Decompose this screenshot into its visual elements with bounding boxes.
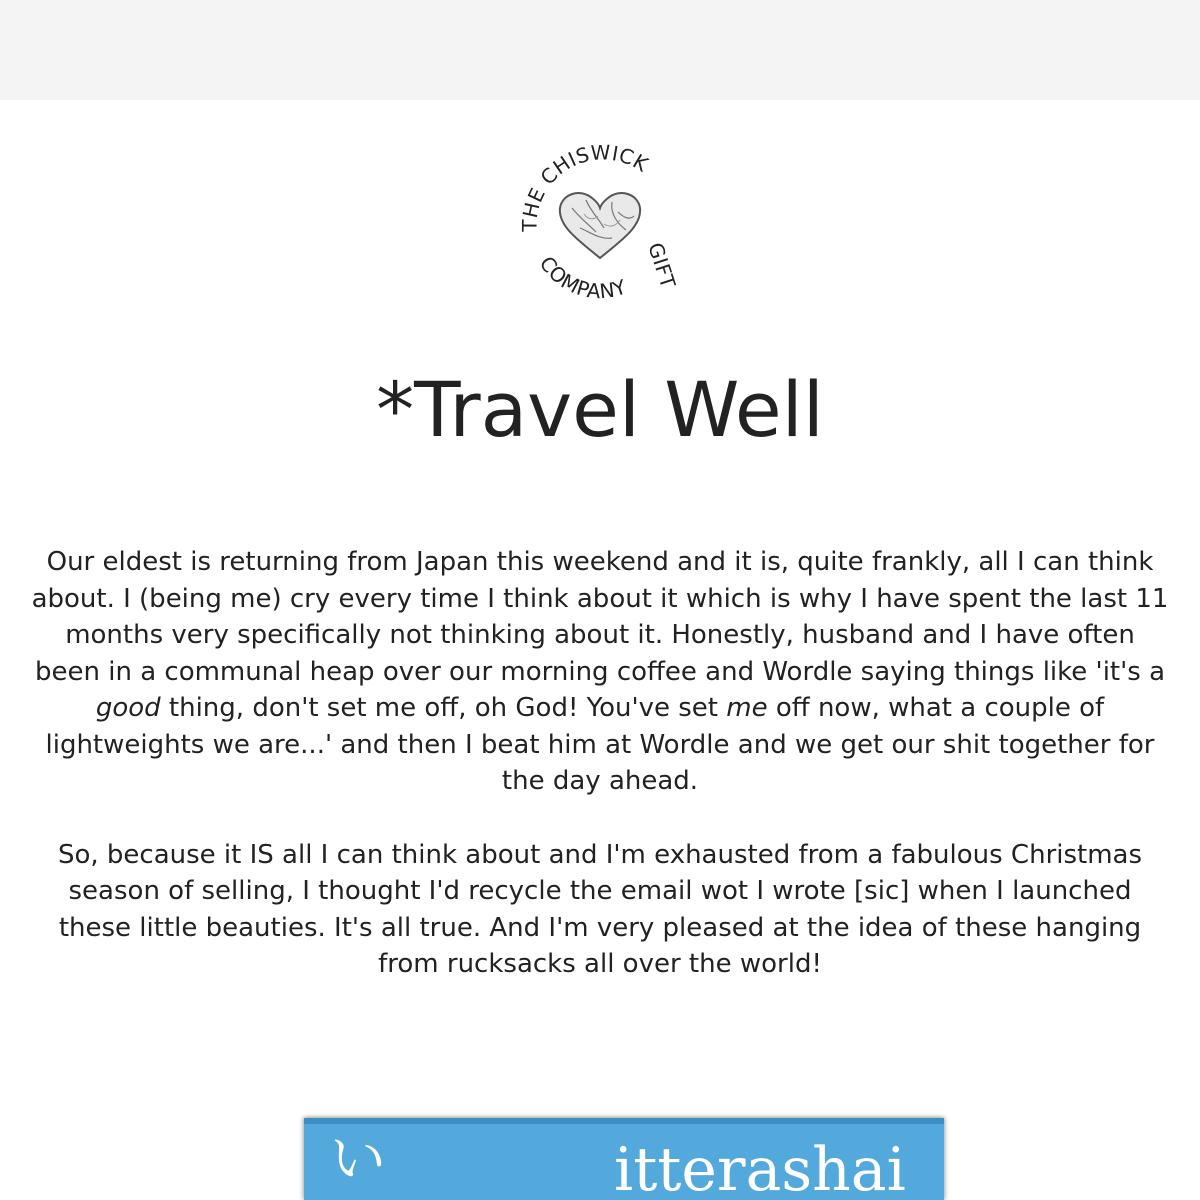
logo-bottom-text [533,242,630,312]
heart-icon [560,193,640,258]
logo-right-text: GIFT [643,239,681,292]
product-image-edge [304,1118,944,1124]
article-body [30,544,1170,983]
paragraph-1-emphasis-good: good [95,693,161,723]
header-band [0,0,1200,100]
paragraph-1-text-c: thing, don't set me off, oh God! You've set [160,693,727,723]
product-hiragana-text: い [330,1127,386,1192]
paragraph-1-emphasis-me: me [726,693,768,723]
logo-bottom-textpath: COMPANY [534,251,630,304]
logo-top-textpath: THE CHISWICK [517,140,653,232]
logo[interactable] [500,128,700,328]
paragraph-1 [30,544,1170,800]
paragraph-1-text-e: off now, what a couple of lightweights we are...' and then I beat him at Wordle and we get our shit together for the day ahead. [45,693,1155,796]
paragraph-2: So, because it IS all I can think about and I'm exhausted from a fabulous Christmas season of selling, I thought I'd recycle the email wot I wrote [sic] when I launched these little beauties. It's all true. And I'm very pleased at the idea of these hanging from rucksacks all over the world! [57,839,1143,979]
product-image[interactable] [304,1118,944,1200]
product-romaji-text: itterashai [614,1135,906,1200]
logo-graphic [500,128,700,328]
paragraph-1-text-a: Our eldest is returning from Japan this weekend and it is, quite frankly, all I can think about. I (being me) cry every time I think about it which is why I have spent the last 11 months very specifically not thinking about it. Honestly, husband and I have often been in a communal heap over our morning coffee and Wordle saying things like 'it's a [31,547,1169,687]
page-title: *Travel Well [376,365,824,454]
